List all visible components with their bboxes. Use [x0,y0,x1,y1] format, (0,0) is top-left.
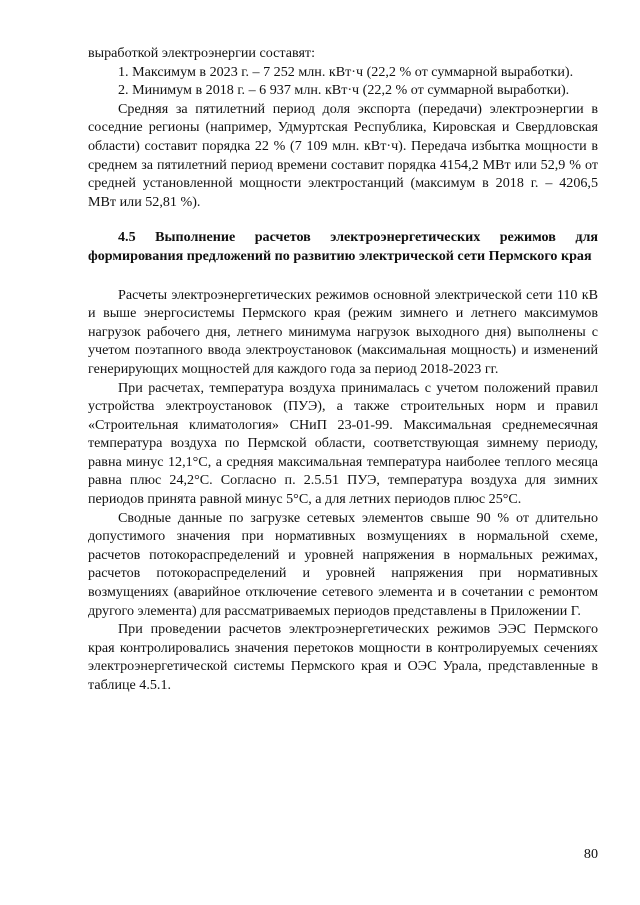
list-item-max [88,63,598,82]
paragraph-calculations: Расчеты электроэнергетических режимов основной электрической сети 110 кВ и выше энергосистемы Пермского края (режим зимнего и летнего максимумов нагрузок рабочего дня, летнего минимума нагрузок выходного дня) выполнены с учетом поэтапного ввода электроустановок (максимальная мощность) и изменений генерирующих мощностей для каждого года за период 2018-2023 гг. [88,286,598,377]
section-heading: 4.5 Выполнение расчетов электроэнергетических режимов для формирования предложений по развитию электрической сети Пермского края [88,229,598,264]
list-text: Минимум в 2018 г. – 6 937 млн. кВт·ч (22,2 % от суммарной выработки). [132,82,570,99]
list-item-min [88,81,598,100]
page-number: 80 [583,846,598,862]
paragraph-temperature: При расчетах, температура воздуха принималась с учетом положений правил устройства электроустановок (ПУЭ), а также строительных норм и правил «Строительная климатология» СНиП 23-01-99. Максимальная среднемесячная температура воздуха по Пермской области, соответствующая зимнему периоду, равна минус 12,1°С, а средняя максимальная температура наиболее теплого месяца равна плюс 24,2°С. Согласно п. 2.5.51 ПУЭ, температура воздуха для зимних периодов принята равной минус 5°С, а для летних периодов плюс 25°С. [88,379,598,508]
paragraph-export: Средняя за пятилетний период доля экспорта (передачи) электроэнергии в соседние регионы (например, Удмуртская Республика, Кировская и Свердловская области) составит порядка 22 % (7 109 млн. кВт·ч). Передача избытка мощности в среднем за пятилетний период времени составит порядка 4154,2 МВт или 52,9 % от средней установленной мощности электростанций (максимум в 2018 г. – 4206,5 МВт или 52,81 %). [88,100,598,210]
paragraph-flows: При проведении расчетов электроэнергетических режимов ЭЭС Пермского края контролировались значения перетоков мощности в контролируемых сечениях электроэнергетической системы Пермского края и ОЭС Урала, представленные в таблице 4.5.1. [88,621,598,693]
list-number: 2. [118,82,133,99]
paragraph-summary: Сводные данные по загрузке сетевых элементов свыше 90 % от длительно допустимого значения при нормативных возмущениях в нормальной схеме, расчетов потокораспределений и уровней напряжения в нормальных режимах, расчетов потокораспределений и уровней напряжения при нормативных возмущениях (аварийное отключение сетевого элемента и в сочетании с ремонтом другого элемента) для рассматриваемых периодов представлены в Приложении Г. [88,509,598,619]
intro-line: выработкой электроэнергии составят: [88,45,316,61]
list-number: 1. [118,63,133,80]
document-page [88,44,598,695]
list-text: Максимум в 2023 г. – 7 252 млн. кВт·ч (22,2 % от суммарной выработки). [132,63,574,80]
